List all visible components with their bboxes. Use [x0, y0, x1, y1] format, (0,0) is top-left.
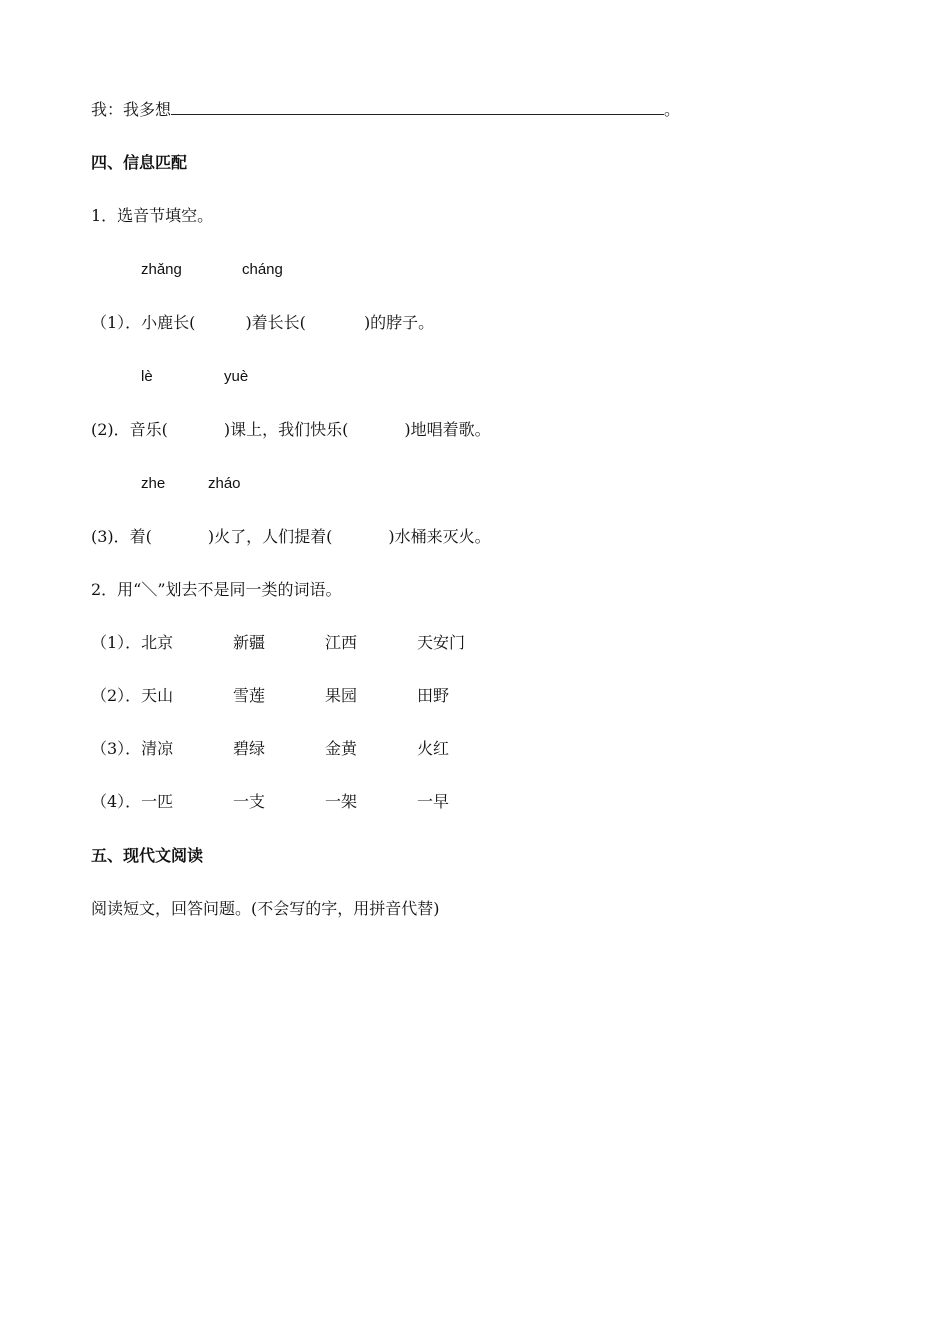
q1-title: 1．选音节填空。	[91, 206, 214, 225]
q1-item-1	[91, 313, 434, 333]
word-option[interactable]: 雪莲	[233, 686, 266, 705]
row-label: （1）．北京	[91, 633, 174, 652]
word-option[interactable]: 江西	[325, 633, 358, 652]
pinyin-option: zhǎng	[141, 261, 182, 278]
word-option[interactable]: 火红	[417, 739, 450, 758]
sentence-part: )着长长(	[245, 313, 306, 332]
sentence-part: )火了，人们提着(	[207, 527, 333, 546]
sentence-part: (2)．音乐(	[91, 420, 168, 439]
sentence-part: (3)．着(	[91, 527, 152, 546]
pinyin-option: zhe	[141, 475, 166, 492]
sentence-part: )课上，我们快乐(	[223, 420, 349, 439]
row-label: （3）．清凉	[91, 739, 174, 758]
pinyin-option: yuè	[224, 368, 249, 385]
word-option[interactable]: 一架	[325, 792, 358, 811]
sentence-part: )的脖子。	[363, 313, 435, 332]
q1-item-3	[91, 527, 491, 547]
word-option[interactable]: 田野	[417, 686, 450, 705]
section-4-heading: 四、信息匹配	[91, 153, 188, 172]
wish-prefix: 我：我多想	[91, 100, 172, 119]
sentence-part: （1）．小鹿长(	[91, 313, 196, 332]
pinyin-option: zháo	[208, 475, 241, 492]
wish-suffix: 。	[664, 100, 681, 119]
word-option[interactable]: 新疆	[233, 633, 266, 652]
sentence-part: )地唱着歌。	[404, 420, 491, 439]
wish-answer-blank[interactable]	[171, 100, 664, 115]
sentence-part: )水桶来灭火。	[388, 527, 491, 546]
row-label: （4）．一匹	[91, 792, 174, 811]
pinyin-option: lè	[141, 368, 153, 385]
word-option[interactable]: 果园	[325, 686, 358, 705]
section-5-instruction: 阅读短文，回答问题。(不会写的字，用拼音代替)	[91, 899, 440, 918]
word-option[interactable]: 一支	[233, 792, 266, 811]
pinyin-option: cháng	[242, 261, 283, 278]
word-option[interactable]: 一早	[417, 792, 450, 811]
row-label: （2）．天山	[91, 686, 174, 705]
word-option[interactable]: 天安门	[417, 633, 466, 652]
word-option[interactable]: 碧绿	[233, 739, 266, 758]
q1-item-2	[91, 420, 491, 440]
wish-line	[91, 100, 680, 120]
q2-title: 2．用“＼”划去不是同一类的词语。	[91, 580, 342, 599]
section-5-heading: 五、现代文阅读	[91, 846, 204, 865]
word-option[interactable]: 金黄	[325, 739, 358, 758]
